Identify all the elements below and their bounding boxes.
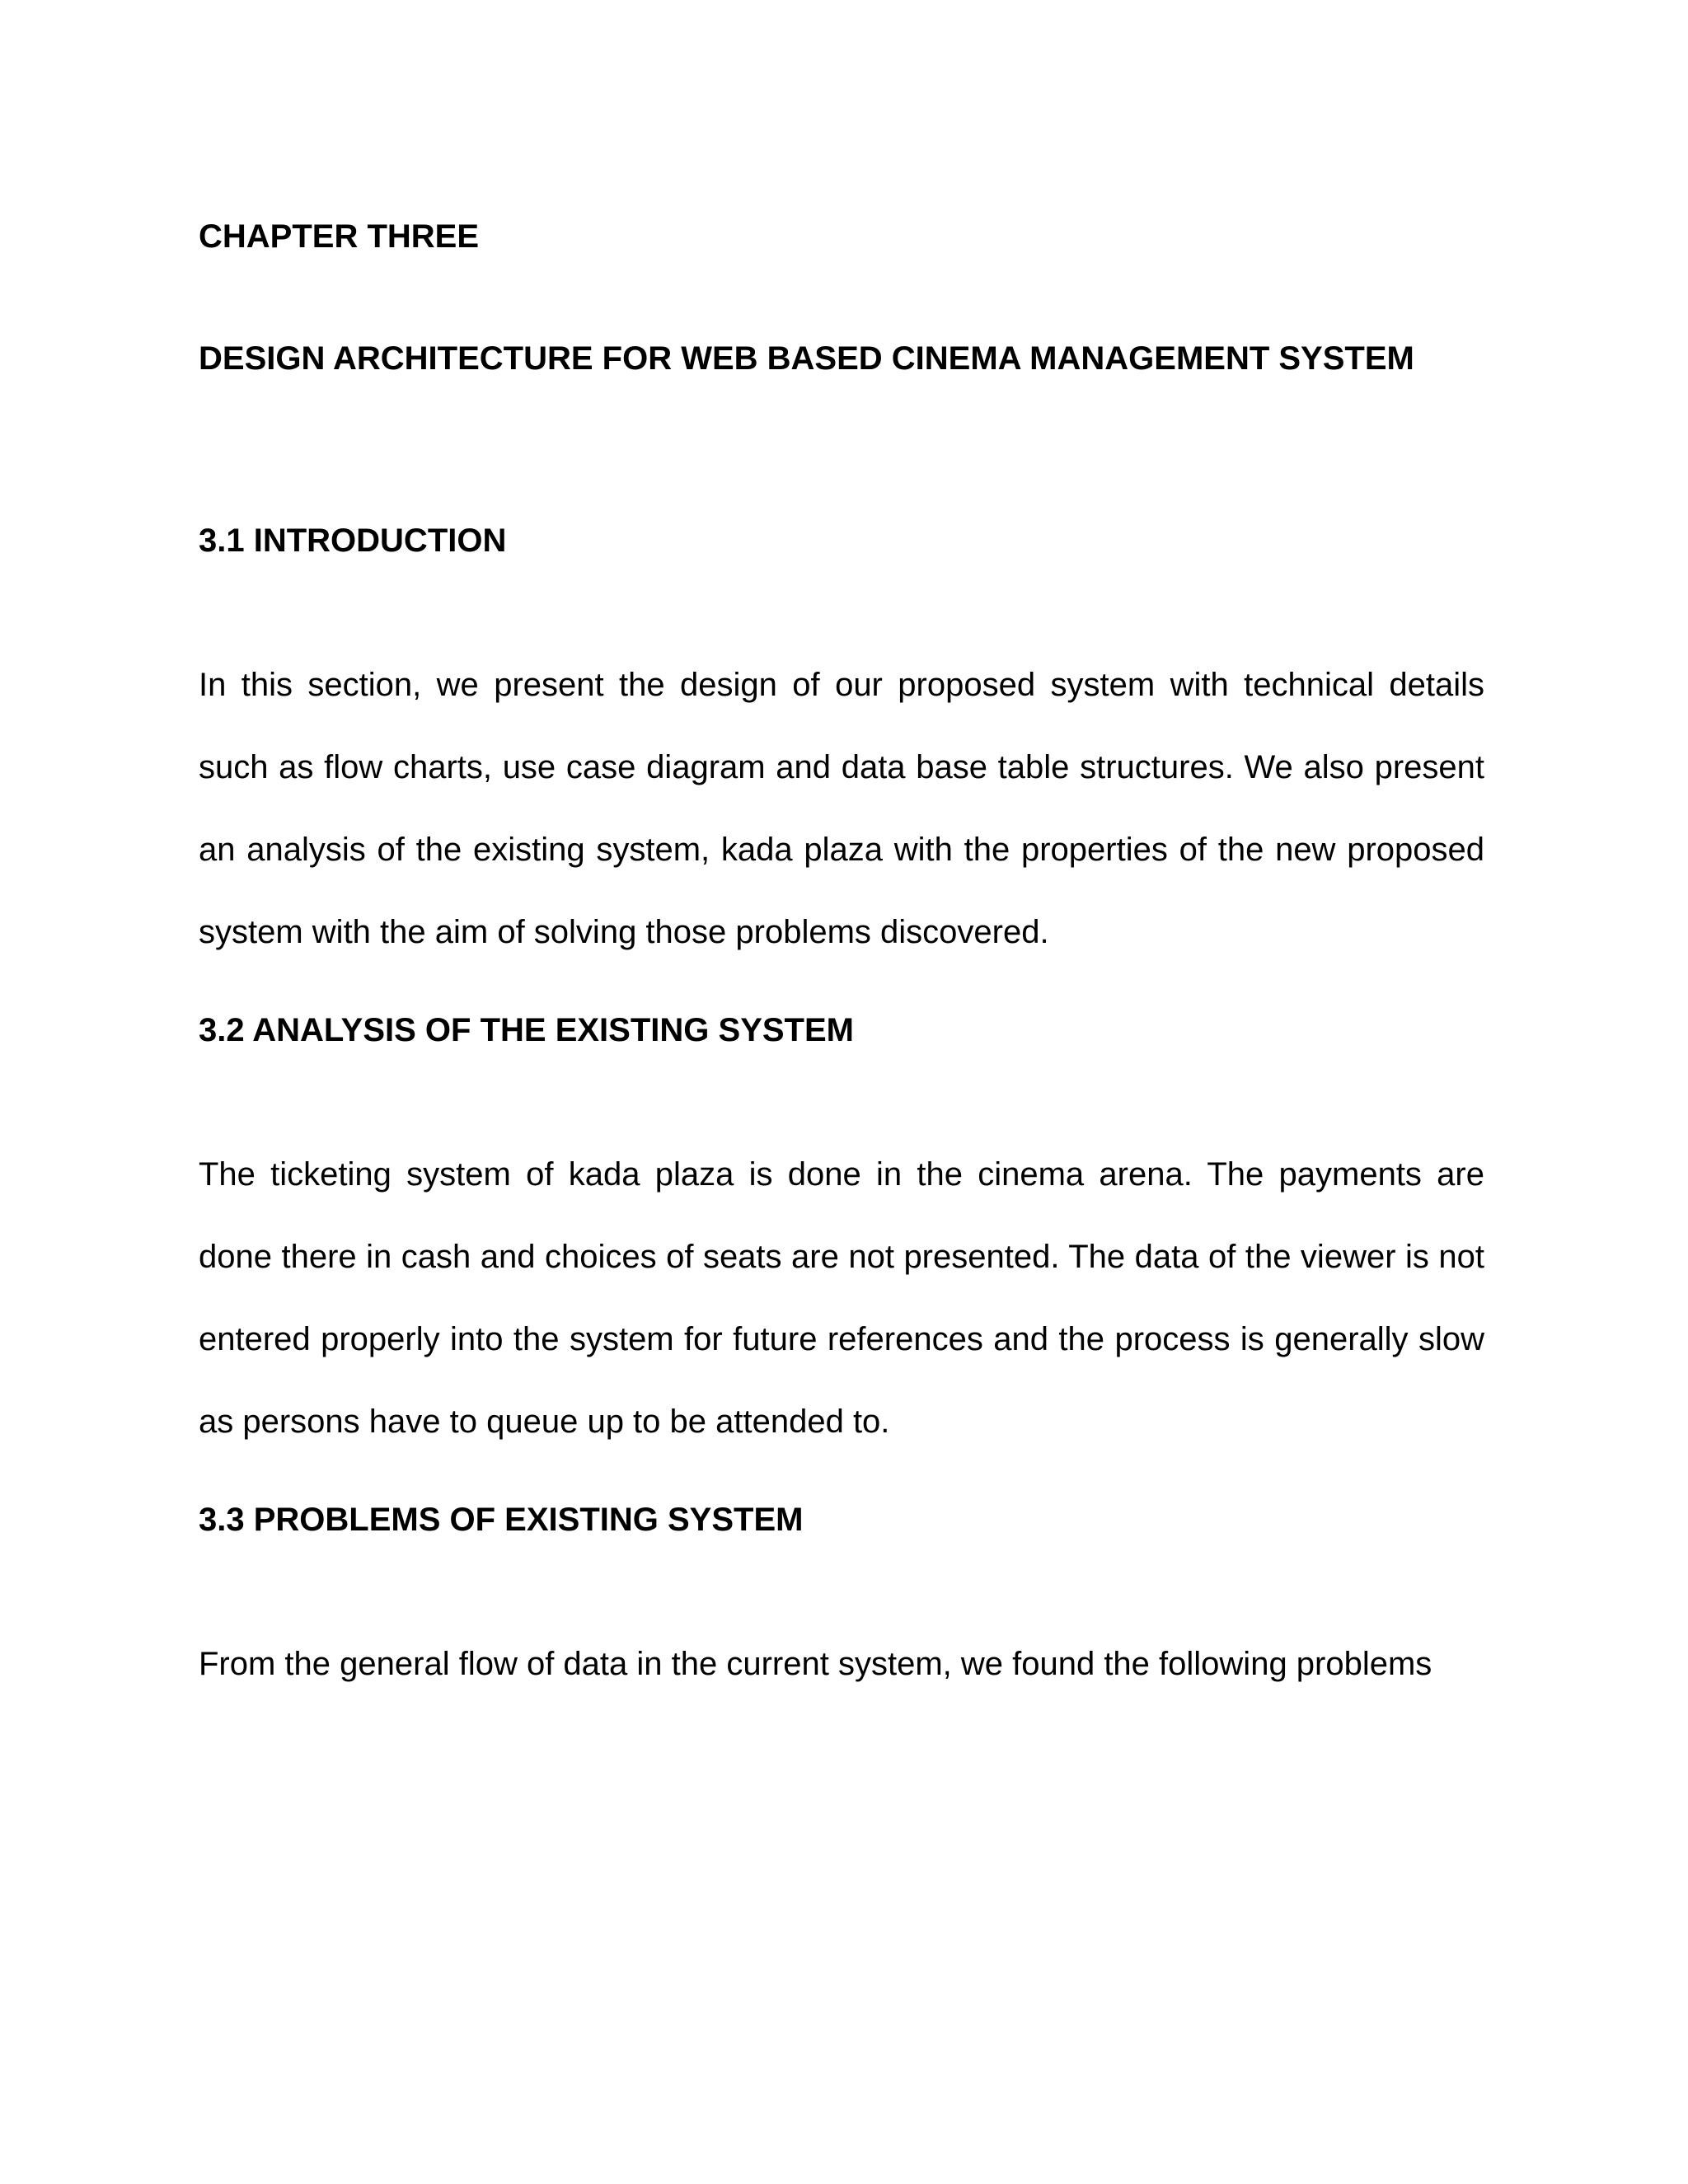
- document-page: [199, 0, 1484, 2184]
- section-heading-introduction: 3.1 INTRODUCTION: [199, 523, 507, 559]
- section-paragraph-introduction: In this section, we present the design of our proposed system with technical details such as flow charts, use case diagram and data base table structures. We also present an analysis of the existing system, kada plaza with the properties of the new proposed system with the aim of solving those problems discovered.: [199, 667, 1484, 950]
- section-paragraph-analysis: The ticketing system of kada plaza is done in the cinema arena. The payments are done there in cash and choices of seats are not presented. The data of the viewer is not entered properly into the system for future references and the process is generally slow as persons have to queue up to be attended to.: [199, 1156, 1484, 1440]
- section-paragraph-problems: From the general flow of data in the current system, we found the following problems: [199, 1646, 1432, 1682]
- section-heading-analysis: 3.2 ANALYSIS OF THE EXISTING SYSTEM: [199, 1012, 854, 1048]
- chapter-title: DESIGN ARCHITECTURE FOR WEB BASED CINEMA MANAGEMENT SYSTEM: [199, 340, 1414, 377]
- chapter-label: CHAPTER THREE: [199, 218, 480, 255]
- section-heading-problems: 3.3 PROBLEMS OF EXISTING SYSTEM: [199, 1502, 804, 1538]
